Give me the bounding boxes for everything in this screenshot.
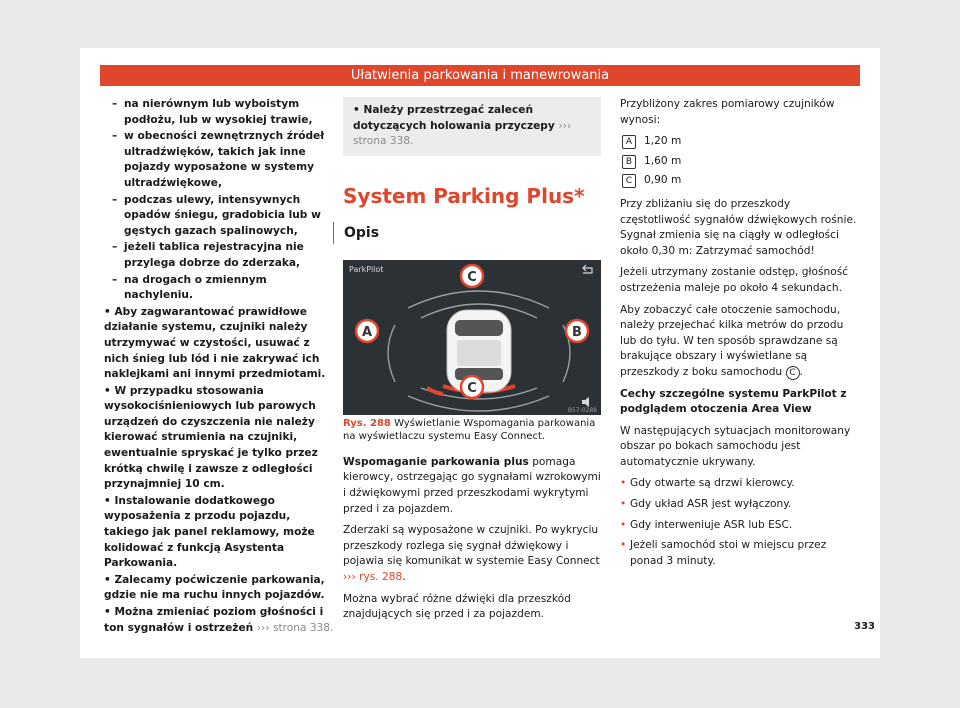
bullet-item: • Gdy otwarte są drzwi kierowcy.	[620, 477, 795, 490]
screen-title: ParkPilot	[349, 264, 384, 274]
zone-badge: A	[622, 135, 636, 149]
note-box: • Należy przestrzegać zaleceń dotyczących holowania przyczepy ››› strona 338.	[343, 97, 601, 156]
range-item: A 1,20 m	[622, 134, 860, 150]
dash-item: – na nierównym lub wyboistym podłożu, lub w wysokiej trawie,	[112, 98, 313, 126]
paragraph: Można wybrać różne dźwięki dla przeszkód znajdujących się przed i za pojazdem.	[343, 592, 571, 621]
bullet-item: • Gdy interweniuje ASR lub ESC.	[620, 518, 793, 531]
svg-text:B: B	[572, 324, 582, 340]
zone-badge: C	[786, 366, 800, 380]
range-item: B 1,60 m	[622, 154, 860, 170]
page-header: Ułatwienia parkowania i manewrowania	[100, 65, 860, 86]
parkpilot-display	[343, 260, 601, 415]
paragraph: Zderzaki są wyposażone w czujniki. Po wykryciu przeszkody rozlega się sygnał dźwiękowy i pojawia się komunikat w systemie Easy Connect ››› rys. 288.	[343, 524, 600, 583]
dash-item: – w obecności zewnętrznych źródeł ultradźwięków, takich jak inne pojazdy wyposażone w systemy ultradźwiękowe,	[112, 130, 325, 189]
column-3	[620, 97, 860, 574]
bullet-item: • Instalowanie dodatkowego wyposażenia z przodu pojazdu, takiego jak panel reklamowy, może kolidować z funkcją Asystenta Parkowania.	[104, 494, 315, 570]
range-item: C 0,90 m	[622, 173, 860, 189]
svg-text:C: C	[467, 380, 477, 396]
bullet-item: • Jeżeli samochód stoi w miejscu przez ponad 3 minuty.	[620, 539, 827, 567]
paragraph: Jeżeli utrzymany zostanie odstęp, głośność ostrzeżenia maleje po około 4 sekundach.	[620, 266, 849, 294]
paragraph: Przybliżony zakres pomiarowy czujników wynosi:	[620, 98, 835, 126]
dash-item: – na drogach o zmiennym nachyleniu.	[112, 273, 267, 302]
zone-label-b	[566, 320, 588, 342]
column-1	[104, 97, 336, 637]
column-2	[343, 97, 601, 629]
dash-item: – podczas ulewy, intensywnych opadów śniegu, gradobicia lub w gęstych gazach spalinowych,	[112, 193, 321, 237]
page-reference-link[interactable]: ››› strona 338.	[256, 621, 334, 634]
zone-label-c-bottom	[461, 376, 483, 398]
subheading: Opis	[333, 222, 601, 244]
bullet-item: • Aby zagwarantować prawidłowe działanie systemu, czujniki należy utrzymywać w czystości, usuwać z nich śnieg lub lód i nie zakrywać ich naklejkami ani innymi przedmiotami.	[104, 305, 326, 381]
section-title: System Parking Plus*	[343, 183, 585, 208]
svg-text:A: A	[361, 324, 373, 340]
zone-label-a	[356, 320, 378, 342]
bullet-item: • W przypadku stosowania wysokociśnieniowych lub parowych urządzeń do czyszczenia nie należy kierować strumienia na czujniki, ewentualnie spryskać je tylko przez krótką chwilę i zawsze z odległości przynajmniej 10 cm.	[104, 384, 318, 491]
svg-text:C: C	[467, 269, 477, 285]
zone-badge: B	[622, 155, 636, 169]
zone-label-c-top	[461, 265, 483, 287]
parkpilot-figure	[343, 260, 601, 415]
bullet-item: • Można zmieniać poziom głośności i ton sygnałów i ostrzeżeń ››› strona 338.	[104, 606, 334, 634]
bullet-item: • Gdy układ ASR jest wyłączony.	[620, 498, 792, 511]
figure-caption: Rys. 288 Wyświetlanie Wspomagania parkowania na wyświetlaczu systemu Easy Connect.	[343, 417, 596, 442]
page-number: 333	[854, 621, 875, 632]
bullet-item: • Zalecamy poćwiczenie parkowania, gdzie nie ma ruchu innych pojazdów.	[104, 573, 325, 602]
paragraph: W następujących sytuacjach monitorowany obszar po bokach samochodu jest automatycznie ukrywany.	[620, 424, 851, 468]
paragraph: Przy zbliżaniu się do przeszkody częstotliwość sygnałów dźwiękowych rośnie. Sygnał zmienia się na ciągły w odległości około 0,30 m: Zatrzymać samochód!	[620, 197, 857, 257]
paragraph: Aby zobaczyć całe otoczenie samochodu, należy przejechać kilka metrów do przodu lub do tyłu. W ten sposób sprawdzane są brakujące obszary i wyświetlane są przeszkody z boku samochodu C .	[620, 303, 844, 378]
figure-code: B57-0288	[567, 406, 597, 414]
section-heading: Cechy szczególne systemu ParkPilot z podglądem otoczenia Area View	[620, 387, 847, 416]
figure-reference-link[interactable]: rys. 288	[359, 570, 403, 583]
paragraph: Wspomaganie parkowania plus pomaga kierowcy, ostrzegając go sygnałami wzrokowymi i dźwiękowymi przed przeszkodami wykrytymi przed i za pojazdem.	[343, 455, 601, 515]
zone-badge: C	[622, 174, 636, 188]
dash-item: – jeżeli tablica rejestracyjna nie przylega dobrze do zderzaka,	[112, 241, 304, 269]
page-reference-link[interactable]: ››› strona 338.	[353, 119, 572, 148]
